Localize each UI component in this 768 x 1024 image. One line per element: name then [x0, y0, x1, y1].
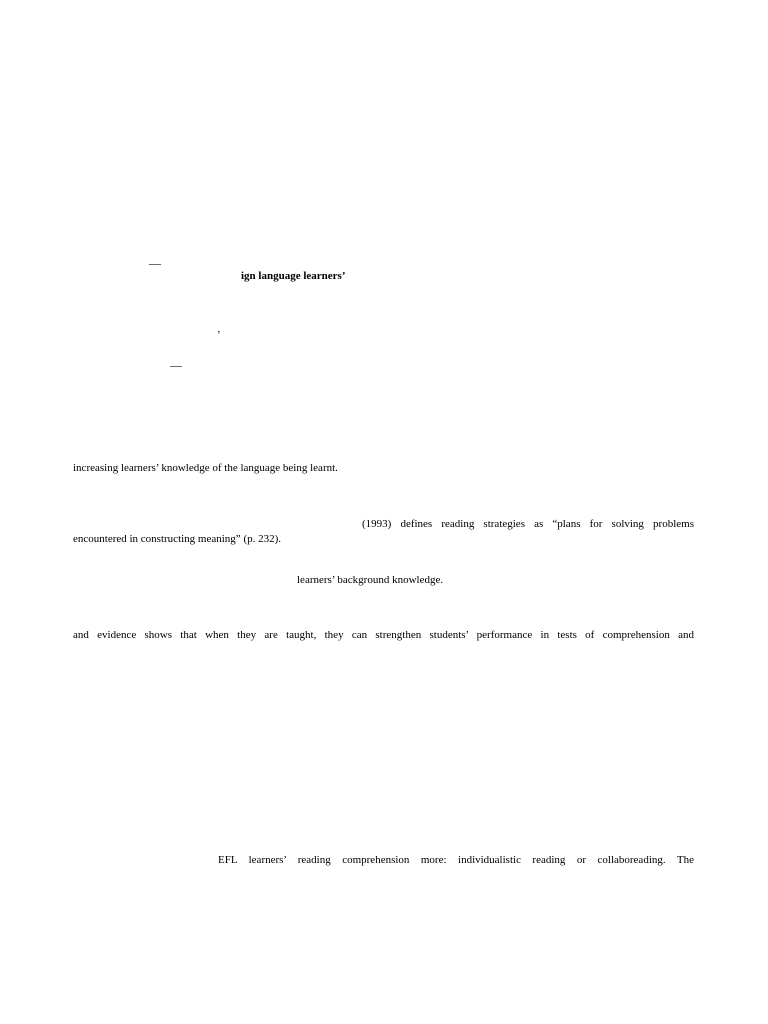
paragraph-2-line-1: (1993) defines reading strategies as “plans for solving problems [362, 518, 694, 530]
paragraph-2-line-2: encountered in constructing meaning” (p. 232). [73, 533, 282, 545]
heading-dash: — [149, 256, 161, 270]
heading-fragment: ign language learners’ [241, 270, 346, 282]
paragraph-4-line: and evidence shows that when they are taught, they can strengthen students’ performance in tests of comprehension and [73, 629, 694, 641]
paragraph-3-line: learners’ background knowledge. [297, 574, 444, 586]
paragraph-5-line: EFL learners’ reading comprehension more: individualistic reading or collaboreading. The [218, 854, 694, 866]
second-dash: — [170, 358, 182, 372]
comma-mark: ’ [217, 329, 221, 341]
paragraph-1-line: increasing learners’ knowledge of the language being learnt. [73, 462, 338, 474]
